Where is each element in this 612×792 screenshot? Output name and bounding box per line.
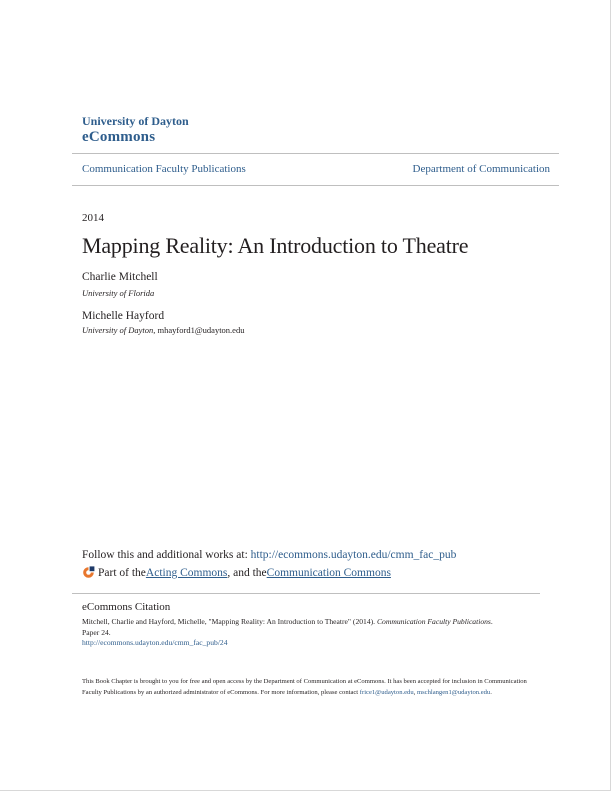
publication-year: 2014 — [82, 212, 104, 224]
collection-link[interactable]: Communication Faculty Publications — [82, 163, 246, 175]
follow-label: Follow this and additional works at: — [82, 549, 251, 561]
author-name: Charlie Mitchell — [82, 271, 158, 283]
repository-name: eCommons — [82, 129, 156, 145]
author-name: Michelle Hayford — [82, 310, 165, 322]
citation-rule — [72, 593, 540, 594]
affiliation-text: University of Dayton — [82, 325, 154, 335]
notice-end: . — [490, 688, 492, 696]
citation-series: Communication Faculty Publications — [376, 617, 491, 626]
acting-commons-link[interactable]: Acting Commons — [145, 566, 228, 579]
contact-email-link[interactable]: mschlangen1@udayton.edu — [416, 688, 491, 696]
network-icon — [82, 566, 95, 579]
citation-heading: eCommons Citation — [82, 601, 171, 613]
repository-logo[interactable] — [82, 114, 189, 146]
header-rule-bottom — [72, 185, 559, 186]
affiliation-text: University of Florida — [82, 288, 155, 298]
follow-line — [82, 549, 456, 561]
access-notice — [82, 677, 532, 698]
header-rule-top — [72, 153, 559, 154]
notice-text: This Book Chapter is brought to you for free and open access by the Department of Communication at eCommons. It has been accepted for inclusion in Communication Faculty Publications by an authorized administrator of eCommons. For more information, please contact — [82, 678, 527, 696]
author-email: mhayford1@udayton.edu — [157, 325, 245, 335]
citation-period: . — [490, 617, 493, 626]
citation-main: Mitchell, Charlie and Hayford, Michelle, "Mapping Reality: An Introduction to Theatre" (2014). — [82, 617, 377, 626]
follow-url-link[interactable]: http://ecommons.udayton.edu/cmm_fac_pub — [250, 549, 457, 561]
contact-email-link[interactable]: frice1@udayton.edu — [359, 688, 414, 696]
citation-paper: Paper 24. — [82, 627, 111, 637]
part-of-line — [82, 566, 391, 579]
citation-text — [82, 617, 532, 649]
notice-separator: , — [413, 688, 417, 696]
part-of-prefix: Part of the — [98, 566, 146, 579]
communication-commons-link[interactable]: Communication Commons — [266, 566, 391, 579]
author-affiliation: University of Dayton, mhayford1@udayton.edu — [82, 325, 245, 335]
article-title: Mapping Reality: An Introduction to Theatre — [82, 233, 469, 258]
university-name: University of Dayton — [82, 114, 189, 128]
part-of-middle: , and the — [227, 566, 267, 579]
citation-url-link[interactable]: http://ecommons.udayton.edu/cmm_fac_pub/24 — [82, 638, 228, 647]
author-affiliation — [82, 288, 154, 298]
department-link[interactable]: Department of Communication — [412, 163, 550, 175]
